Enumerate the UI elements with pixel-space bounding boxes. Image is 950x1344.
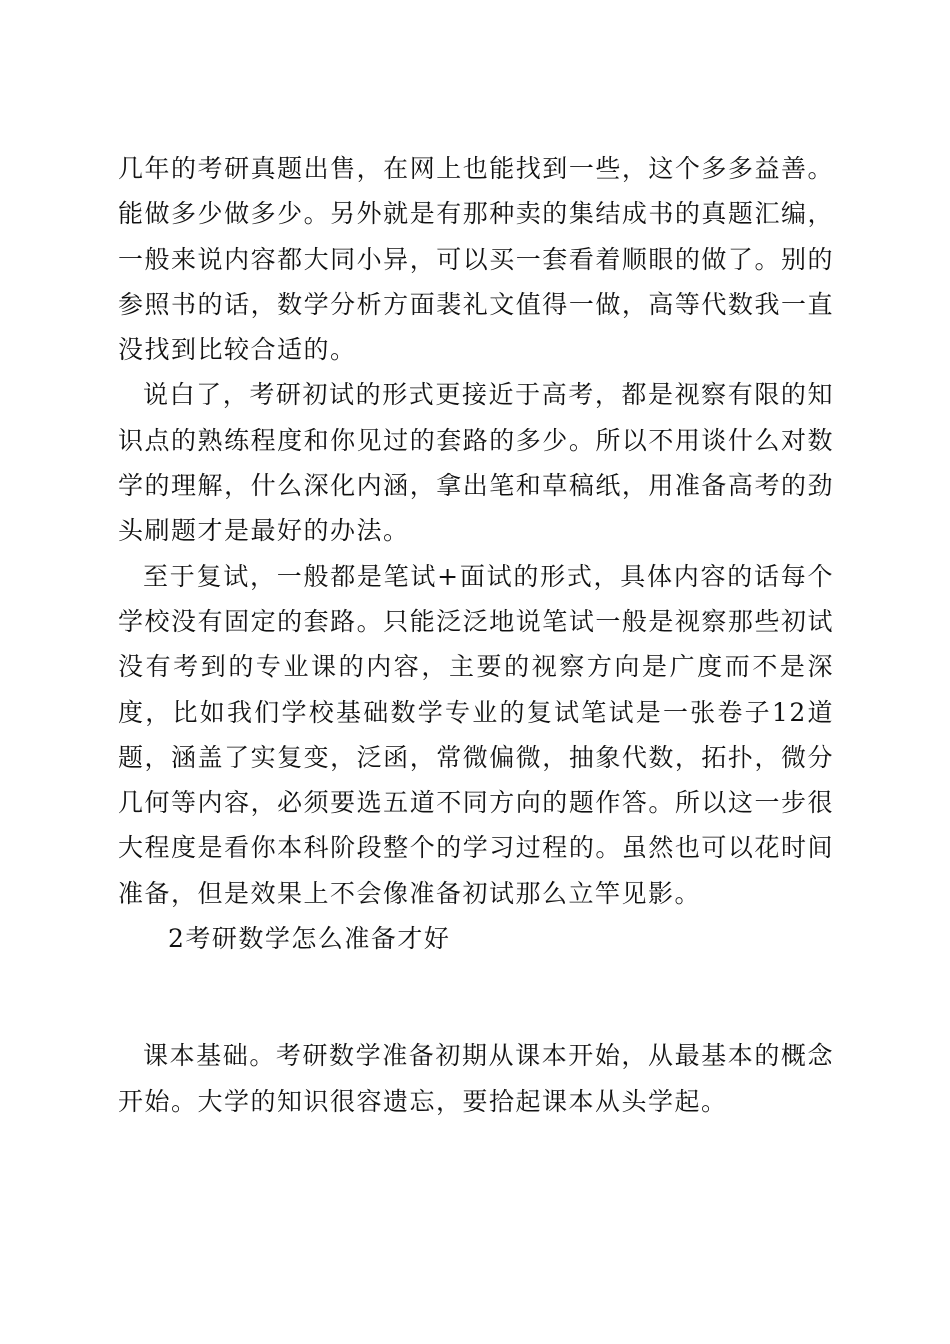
paragraph-retest: 至于复试，一般都是笔试+面试的形式，具体内容的话每个学校没有固定的套路。只能泛泛地说笔试一般是视察那些初试没有考到的专业课的内容，主要的视察方向是广度而不是深度，比如我们学校基础数学专业的复试笔试是一张卷子12道题，涵盖了实复变，泛函，常微偏微，抽象代数，拓扑，微分几何等内容，必须要选五道不同方向的题作答。所以这一步很大程度是看你本科阶段整个的学习过程的。虽然也可以花时间准备，但是效果上不会像准备初试那么立竿见影。 xyxy=(118,561,834,908)
document-body xyxy=(118,146,834,1124)
paragraph-initial-exam: 说白了，考研初试的形式更接近于高考，都是视察有限的知识点的熟练程度和你见过的套路的多少。所以不用谈什么对数学的理解，什么深化内涵，拿出笔和草稿纸，用准备高考的劲头刷题才是最好的办法。 xyxy=(118,380,834,546)
paragraph-exam-papers: 几年的考研真题出售，在网上也能找到一些，这个多多益善。能做多少做多少。另外就是有那种卖的集结成书的真题汇编，一般来说内容都大同小异，可以买一套看着顺眼的做了。别的参照书的话，数学分析方面裴礼文值得一做，高等代数我一直没找到比较合适的。 xyxy=(118,154,834,365)
section-heading: 2考研数学怎么准备才好 xyxy=(168,924,451,954)
paragraph-textbook-basics: 课本基础。考研数学准备初期从课本开始，从最基本的概念开始。大学的知识很容遗忘，要拾起课本从头学起。 xyxy=(118,1041,834,1116)
